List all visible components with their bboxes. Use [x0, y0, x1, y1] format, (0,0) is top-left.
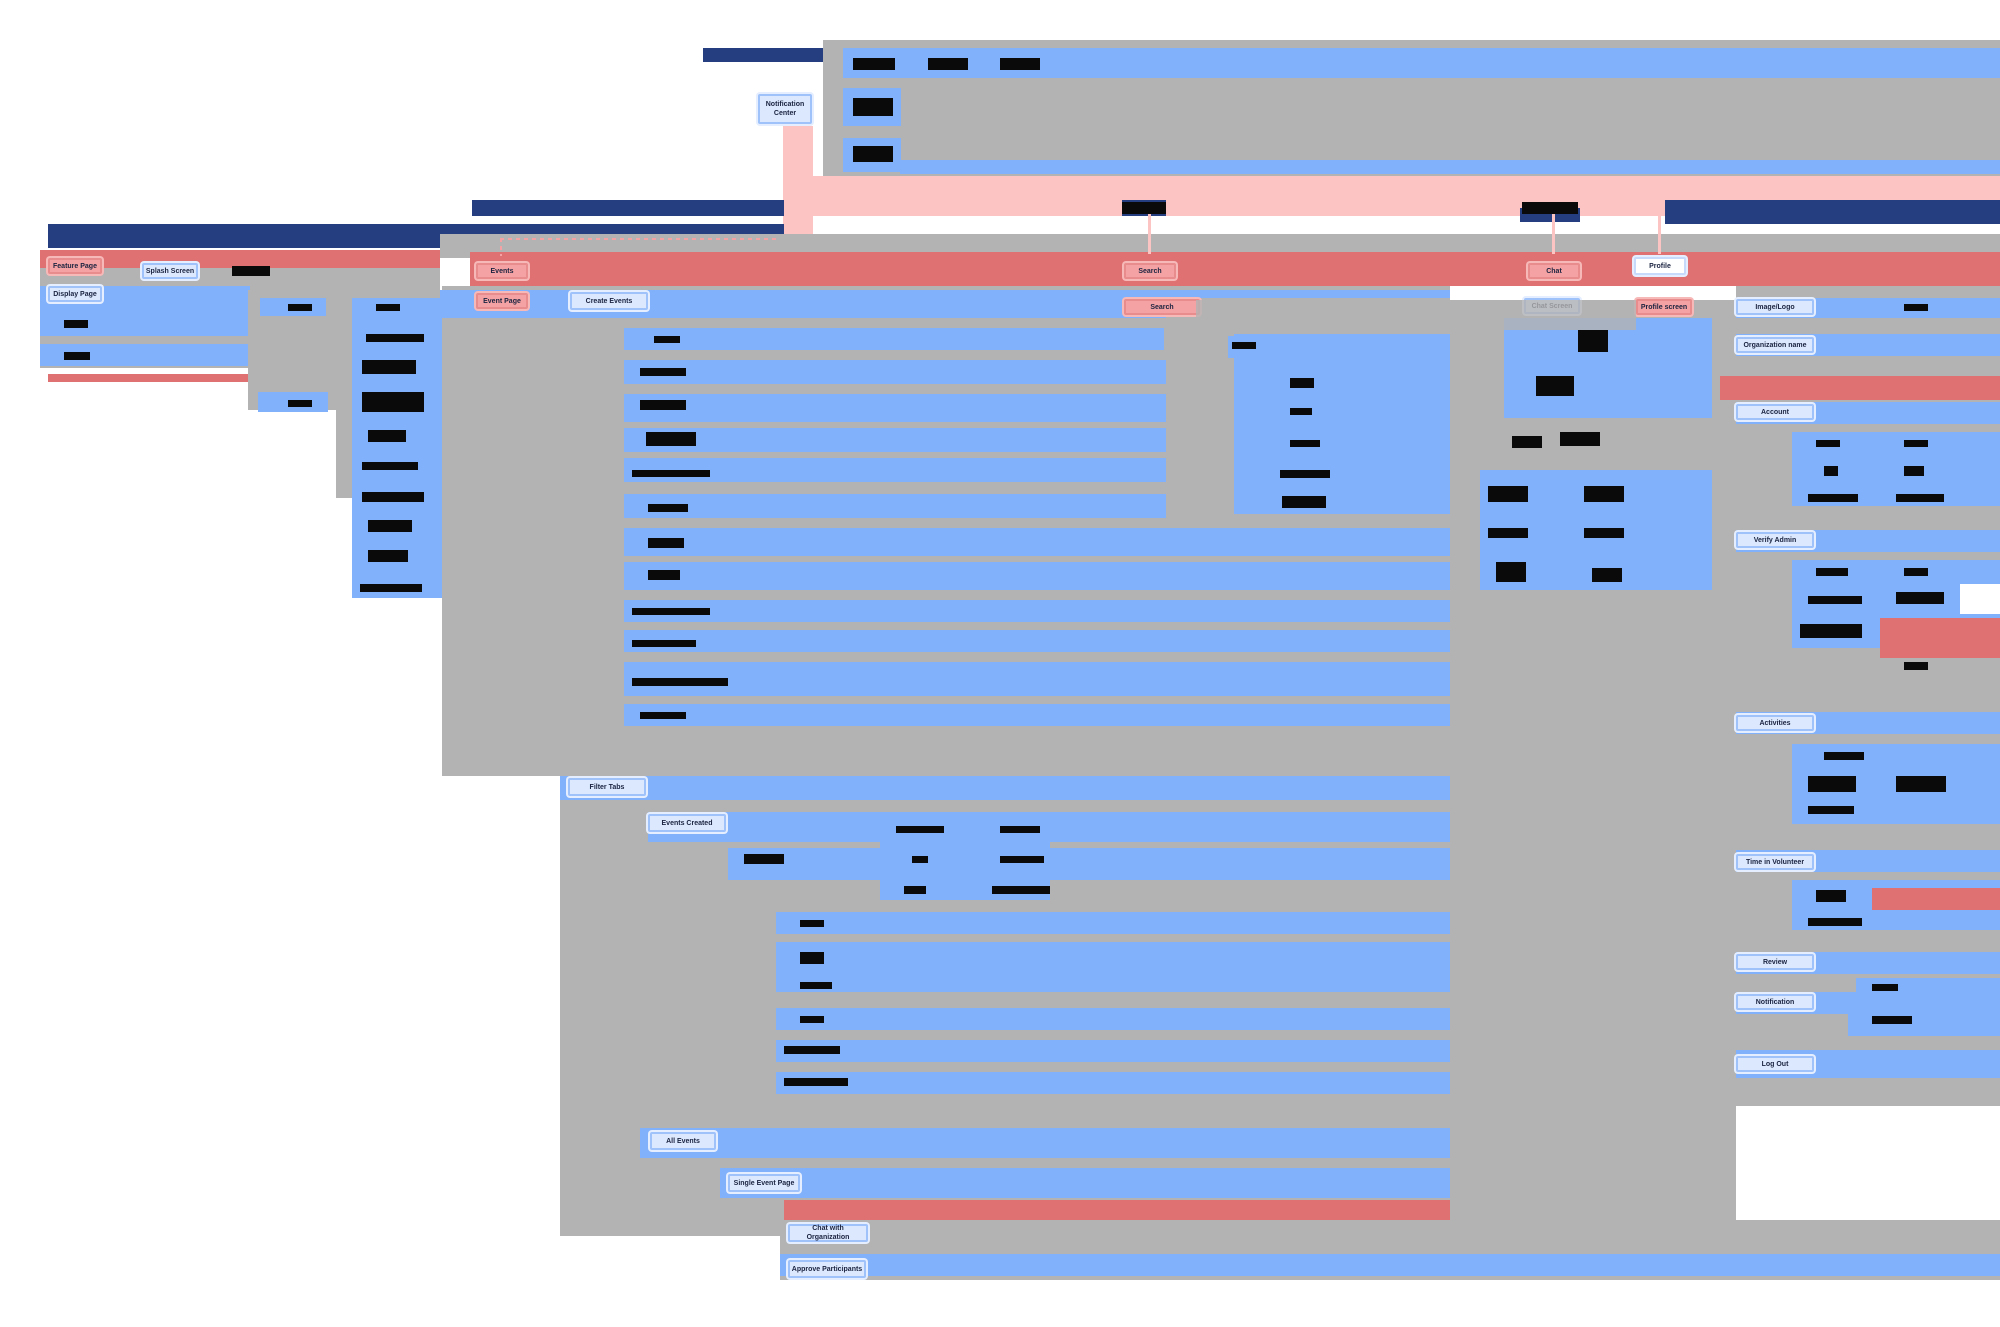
redacted-text [632, 678, 728, 686]
redacted-text [1290, 440, 1320, 447]
redacted-text [360, 584, 422, 592]
redacted-text [1800, 624, 1862, 638]
search-panel-list [1234, 334, 1450, 514]
redacted-text [1496, 562, 1526, 582]
redacted-text [1896, 776, 1946, 792]
redacted-text [648, 570, 680, 580]
node-account[interactable]: Account [1736, 404, 1814, 420]
node-profile-tab[interactable]: Profile [1634, 257, 1686, 275]
list-item [624, 528, 1450, 556]
redacted-text [654, 336, 680, 343]
redacted-text [1000, 58, 1040, 70]
redacted-text [1808, 494, 1858, 502]
list-item [624, 428, 1224, 452]
list-item [624, 394, 1224, 422]
node-single-event-page[interactable]: Single Event Page [728, 1174, 800, 1192]
redacted-text [64, 352, 90, 360]
redacted-text [1872, 984, 1898, 991]
node-events[interactable]: Events [476, 263, 528, 279]
redacted-text [1512, 436, 1542, 448]
redacted-text [632, 608, 710, 615]
redacted-text [1904, 568, 1928, 576]
node-profile-screen[interactable]: Profile screen [1636, 299, 1692, 315]
redacted-text [1816, 890, 1846, 902]
redacted-text [1232, 342, 1256, 349]
filter-row [776, 1072, 1450, 1094]
redacted-text [362, 360, 416, 374]
filter-row [776, 1008, 1450, 1030]
redacted-text [1584, 486, 1624, 502]
redacted-text [362, 392, 424, 412]
node-events-created[interactable]: Events Created [648, 814, 726, 832]
node-create-events[interactable]: Create Events [570, 292, 648, 310]
time-red-box [1872, 888, 2000, 910]
redacted-text [1896, 494, 1944, 502]
redacted-text [1808, 806, 1854, 814]
profile-red-bar [1720, 376, 2000, 400]
redacted-text [853, 58, 895, 70]
node-search-page[interactable]: Search [1124, 299, 1200, 315]
filter-row [640, 1128, 1450, 1158]
redacted-text [64, 320, 88, 328]
redacted-text [1872, 1016, 1912, 1024]
node-verify-admin[interactable]: Verify Admin [1736, 532, 1814, 548]
node-notification-center[interactable]: Notification Center [758, 94, 812, 124]
node-display-page[interactable]: Display Page [48, 286, 102, 302]
redacted-text [648, 504, 688, 512]
redacted-text [1904, 440, 1928, 447]
redacted-text [362, 492, 424, 502]
redacted-text [928, 58, 968, 70]
header-bar [472, 200, 784, 216]
redacted-text [800, 982, 832, 989]
node-feature-page[interactable]: Feature Page [48, 258, 102, 274]
redacted-text [853, 146, 893, 162]
redacted-text [1280, 470, 1330, 478]
verify-white-box [1960, 584, 2000, 614]
node-event-page[interactable]: Event Page [476, 293, 528, 309]
node-filter-tabs[interactable]: Filter Tabs [568, 778, 646, 796]
node-search-tab[interactable]: Search [1124, 263, 1176, 279]
list-item [624, 360, 1224, 384]
redacted-text [1816, 568, 1848, 576]
redacted-text [744, 854, 784, 864]
redacted-text [853, 98, 893, 116]
redacted-text [1824, 466, 1838, 476]
onboarding-underline [48, 374, 248, 382]
list-item [624, 458, 1224, 482]
redacted-text [1000, 826, 1040, 833]
list-item [624, 662, 1450, 696]
notification-tab [912, 40, 976, 48]
list-item [624, 704, 1450, 726]
profile-connector-bg [1196, 300, 1636, 330]
node-review[interactable]: Review [1736, 954, 1814, 970]
redacted-text [1824, 752, 1864, 760]
list-item [624, 562, 1450, 590]
redacted-text [912, 856, 928, 863]
redacted-text [1536, 376, 1574, 396]
redacted-text [640, 712, 686, 719]
notification-tab [992, 40, 1048, 48]
notification-sub [1848, 1010, 2000, 1036]
node-splash-screen[interactable]: Splash Screen [142, 263, 198, 279]
redacted-text [362, 462, 418, 470]
dotted-connector [500, 238, 780, 240]
notification-row [900, 160, 2000, 174]
redacted-text [1816, 440, 1840, 447]
redacted-text [1904, 466, 1924, 476]
notification-row [900, 48, 2000, 78]
connector-line [1148, 214, 1151, 254]
node-image-logo[interactable]: Image/Logo [1736, 299, 1814, 315]
redacted-text [288, 304, 312, 311]
single-event-bar [784, 1200, 1450, 1222]
filter-row [728, 848, 1450, 880]
chat-panel-list [1504, 318, 1712, 418]
approve-row [780, 1254, 2000, 1276]
redacted-text [1808, 776, 1856, 792]
filter-row [776, 912, 1450, 934]
list-item [624, 600, 1450, 622]
node-chat-tab[interactable]: Chat [1528, 263, 1580, 279]
redacted-text [366, 334, 424, 342]
main-tab-bar [470, 252, 2000, 286]
redacted-text [1560, 432, 1600, 446]
node-organization-name[interactable]: Organization name [1736, 337, 1814, 353]
list-item [624, 328, 1164, 350]
redacted-text [896, 826, 944, 833]
node-time-in-volunteer[interactable]: Time in Volunteer [1736, 854, 1814, 870]
redacted-text [800, 920, 824, 927]
redacted-text [1488, 486, 1528, 502]
filter-row [720, 1168, 1450, 1198]
node-all-events[interactable]: All Events [650, 1132, 716, 1150]
redacted-text [1122, 202, 1166, 214]
redacted-text [904, 886, 926, 894]
node-approve-participants[interactable]: Approve Participants [788, 1260, 866, 1278]
redacted-text [1584, 528, 1624, 538]
header-bar [1665, 200, 2000, 224]
redacted-text [288, 400, 312, 407]
redacted-text [376, 304, 400, 311]
node-activities[interactable]: Activities [1736, 715, 1814, 731]
redacted-text [1522, 202, 1578, 214]
list-item [624, 630, 1450, 652]
node-chat-with-organization[interactable]: Chat with Organization [788, 1224, 868, 1242]
redacted-text [1488, 528, 1528, 538]
redacted-text [232, 266, 270, 276]
filter-row [560, 776, 1450, 800]
redacted-text [1282, 496, 1326, 508]
redacted-text [632, 640, 696, 647]
header-bar [703, 48, 843, 62]
node-notification[interactable]: Notification [1736, 994, 1814, 1010]
filter-row [776, 1040, 1450, 1062]
redacted-text [1290, 378, 1314, 388]
redacted-text [368, 550, 408, 562]
redacted-text [1808, 918, 1862, 926]
redacted-text [640, 368, 686, 376]
redacted-text [1290, 408, 1312, 415]
filter-row [776, 942, 1450, 992]
redacted-text [1578, 330, 1608, 352]
redacted-text [992, 886, 1050, 894]
redacted-text [368, 520, 412, 532]
connector-band [783, 126, 813, 236]
redacted-text [648, 538, 684, 548]
redacted-text [1904, 304, 1928, 311]
redacted-text [1896, 592, 1944, 604]
redacted-text [646, 432, 696, 446]
redacted-text [1592, 568, 1622, 582]
redacted-text [784, 1046, 840, 1054]
redacted-text [640, 400, 686, 410]
connector-line [1658, 214, 1661, 254]
redacted-text [800, 952, 824, 964]
redacted-text [784, 1078, 848, 1086]
verify-red-box [1880, 618, 2000, 658]
node-log-out[interactable]: Log Out [1736, 1056, 1814, 1072]
connector-line [1552, 214, 1555, 254]
redacted-text [632, 470, 710, 477]
redacted-text [368, 430, 406, 442]
redacted-text [1000, 856, 1044, 863]
notification-tab [840, 40, 904, 48]
redacted-text [1808, 596, 1862, 604]
dotted-connector [500, 238, 502, 256]
redacted-text [1904, 662, 1928, 670]
redacted-text [800, 1016, 824, 1023]
